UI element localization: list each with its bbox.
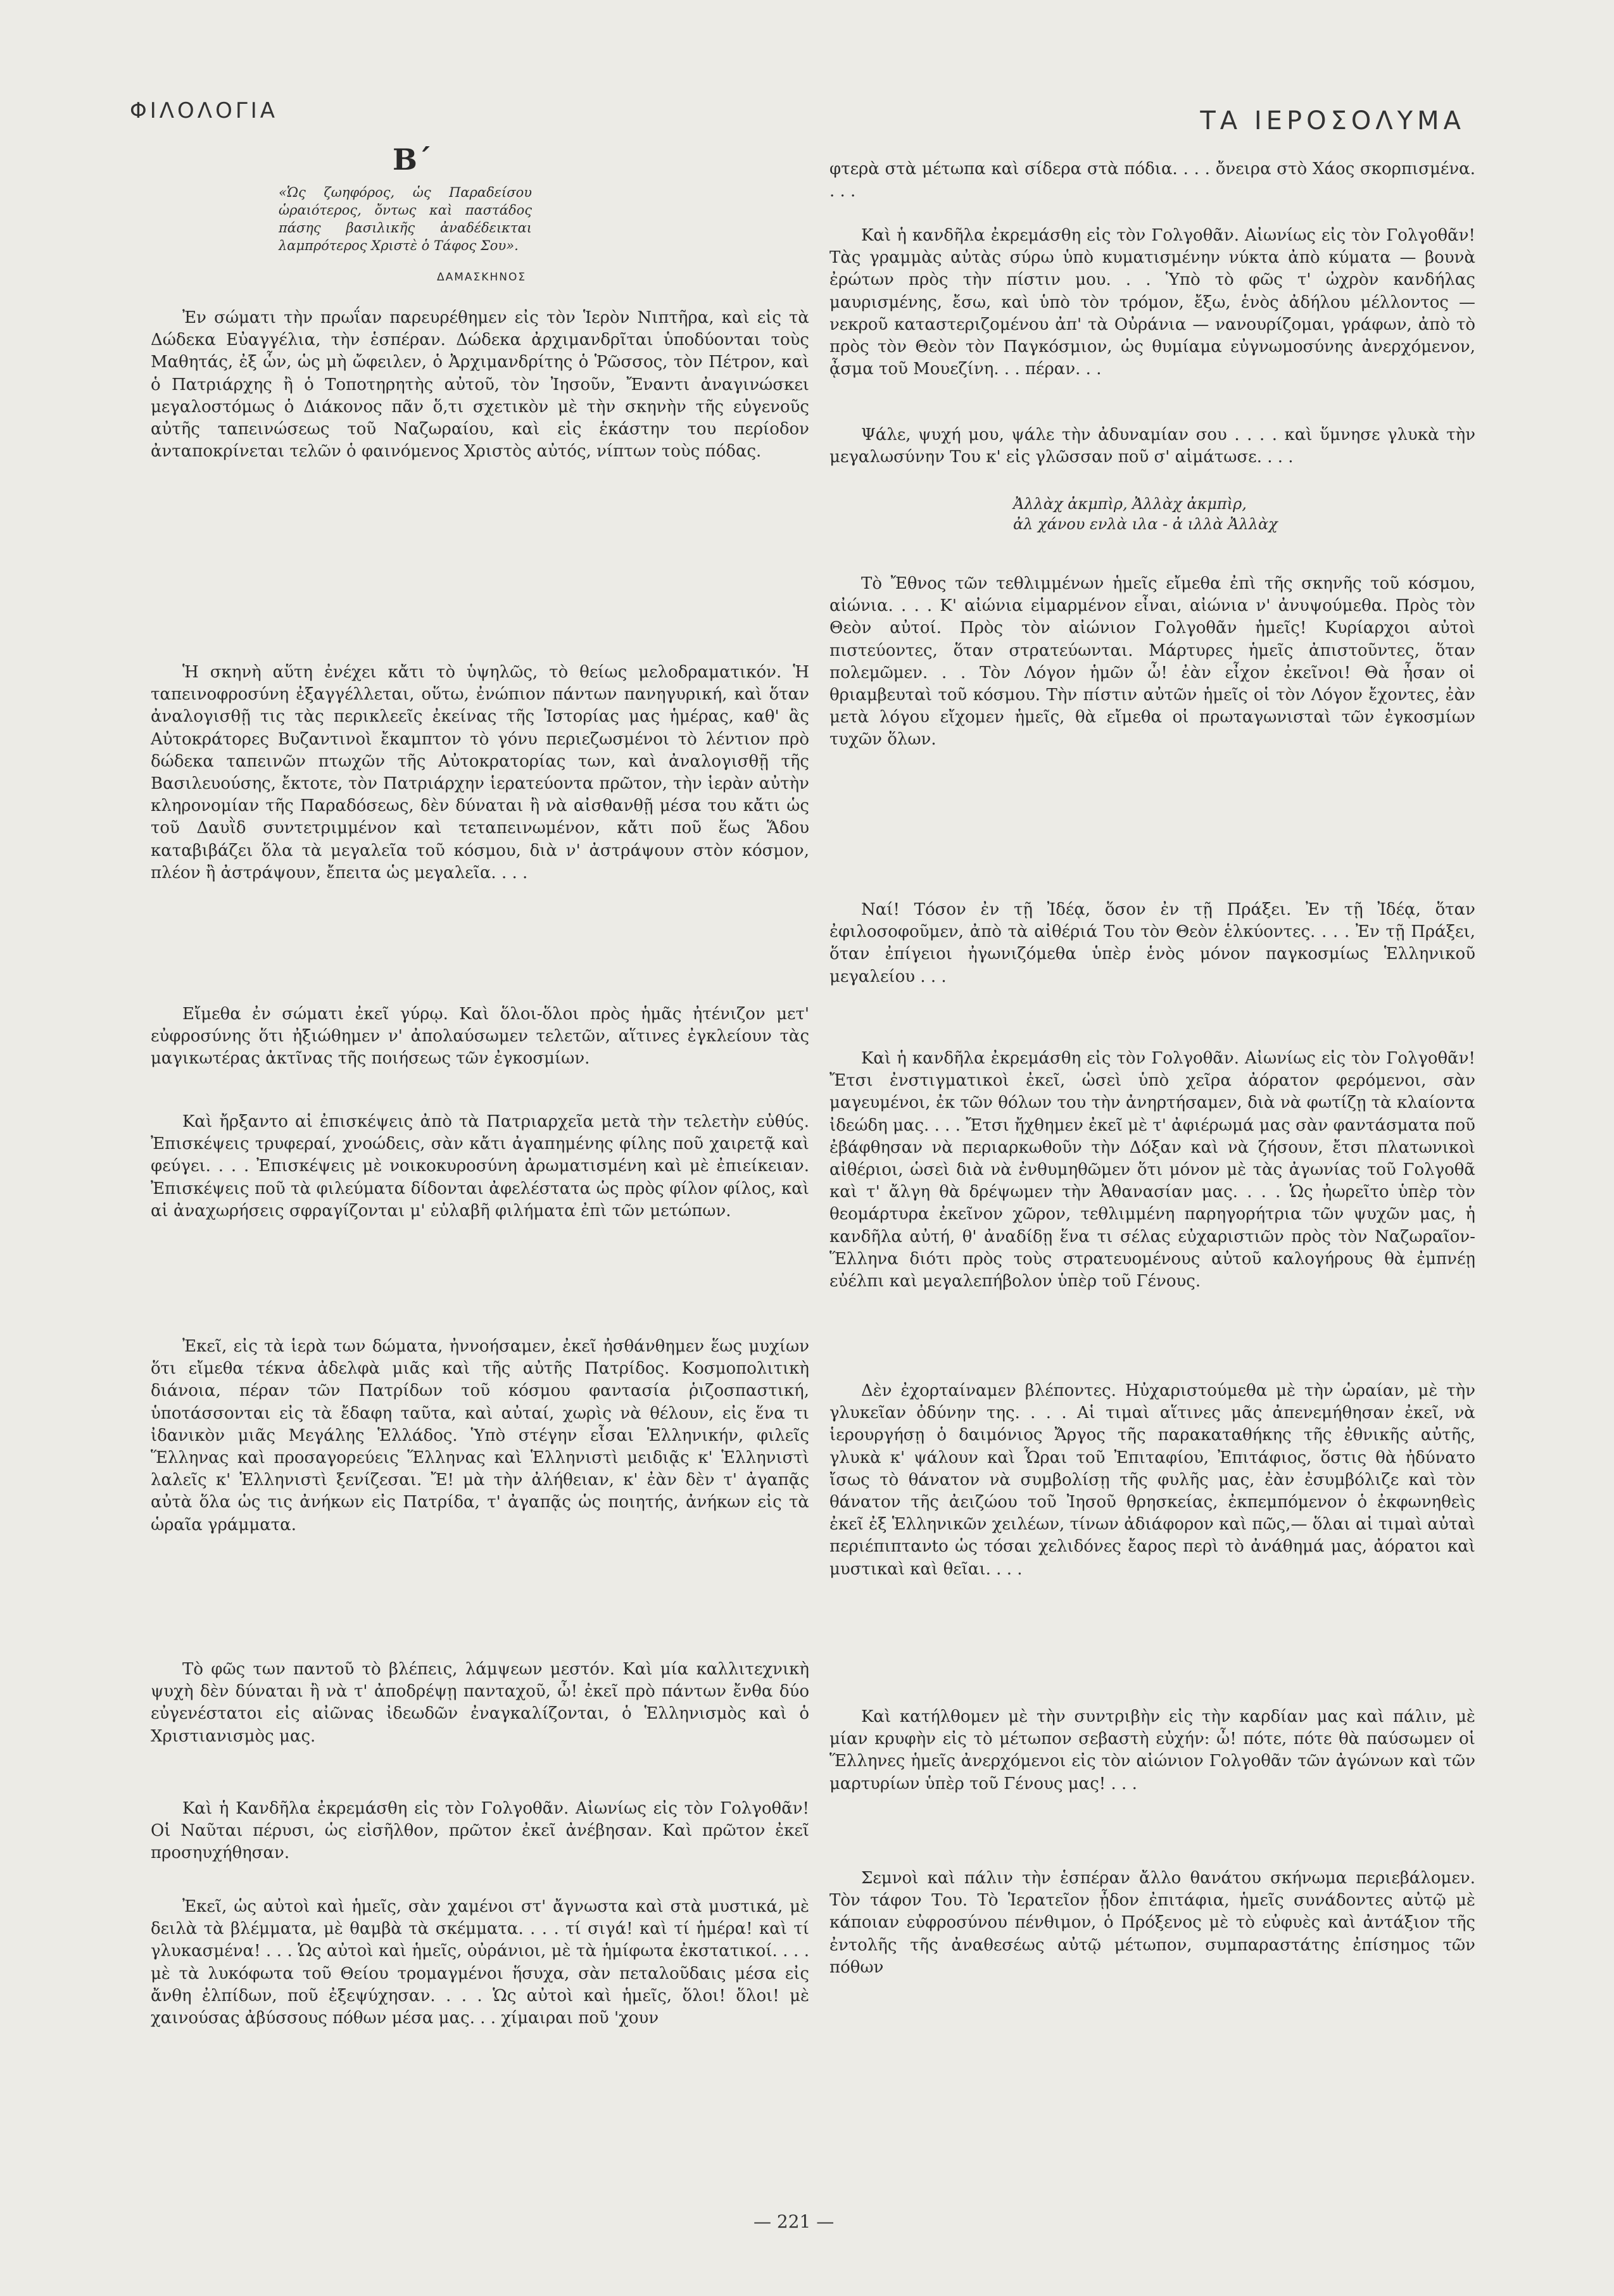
- right-paragraph-8: Καὶ κατήλθομεν μὲ τὴν συντριβὴν εἰς τὴν καρδίαν μας καὶ πάλιν, μὲ μίαν κρυφὴν εἰς τὸ μέτωπον σεβαστὴ εὐχήν: ὦ! πότε, πότε θὰ παύσωμεν οἱ Ἕλληνες ἡμεῖς ἀνερχόμενοι εἰς τὸν αἰώνιον Γολγοθᾶν τῶν ἀγώνων καὶ τῶν μαρτυρίων ὑπὲρ τοῦ Γένους μας! . . .: [829, 1707, 1475, 1793]
- epigraph-author: ΔΑΜΑΣΚΗΝΟΣ: [437, 271, 527, 284]
- right-paragraph-5: Ναί! Τόσον ἐν τῇ Ἰδέᾳ, ὅσον ἐν τῇ Πράξει. Ἐν τῇ Ἰδέᾳ, ὅταν ἐφιλοσοφοῦμεν, ἀπὸ τὰ αἰθέριά Του τὸν Θεὸν ἑλκύοντες. . . . Ἐν τῇ Πράξει, ὅταν ἐπίγειοι ἠγωνιζόμεθα ὑπὲρ ἑνὸς μόνον παγκοσμίως Ἑλληνικοῦ μεγαλείου . . .: [829, 900, 1475, 986]
- left-paragraph-1: Ἐν σώματι τὴν πρωΐαν παρευρέθημεν εἰς τὸν Ἱερὸν Νιπτῆρα, καὶ εἰς τὰ Δώδεκα Εὐαγγέλια, τὴν ἑσπέραν. Δώδεκα ἀρχιμανδρῖται ὑποδύονται τοὺς Μαθητάς, ἐξ ὧν, ὡς μὴ ὤφειλεν, ὁ Ἀρχιμανδρίτης ὁ Ῥῶσσος, τὸν Πέτρον, καὶ ὁ Πατριάρχης ἢ ὁ Τοποτηρητὴς αὐτοῦ, τὸν Ἰησοῦν, Ἔναντι ἀναγινώσκει μεγαλοστόμως ὁ Διάκονος πᾶν ὅ,τι σχετικὸν μὲ τὴν σκηνὴν τῆς εὐγενοῦς αὐτῆς ταπεινώσεως τοῦ Ναζωραίου, καὶ εἰς ἑκάστην του περίοδον ἀνταποκρίνεται τελῶν ὁ φαινόμενος Χριστὸς αὐτός, νίπτων τοὺς πόδας.: [151, 308, 809, 461]
- left-paragraph-2: Ἡ σκηνὴ αὕτη ἐνέχει κἄτι τὸ ὑψηλῶς, τὸ θείως μελοδραματικόν. Ἡ ταπεινοφροσύνη ἐξαγγέλλεται, οὕτω, ἐνώπιον πάντων πανηγυρική, καὶ ὅταν ἀναλογισθῇ τις τὰς περικλεεῖς ἐκείνας τῆς Ἱστορίας μας ἡμέρας, καθ' ἃς Αὐτοκράτορες Βυζαντινοὶ ἔκαμπτον τὸ γόνυ περιεζωσμένοι τὸ λέντιον πρὸ δώδεκα ταπεινῶν πτωχῶν τῆς Αὐτοκρατορίας των, καὶ ἀναλογισθῇ τῆς Βασιλευούσης, ἔκτοτε, τὸν Πατριάρχην ἱερατεύοντα πρῶτον, τὴν ἱερὰν αὐτὴν κληρονομίαν τῆς Παραδόσεως, δὲν δύναται ἢ νὰ αἰσθανθῇ μέσα του κἄτι ὡς τοῦ Δαυῒδ συντετριμμένον καὶ τεταπεινωμένον, κἄτι ποῦ ἕως Ἅδου καταβιβάζει ὅλα τὰ μεγαλεῖα τοῦ κόσμου, διὰ ν' ἀστράψουν στὸν κόσμον, πλέον ἢ ἀστράψουν, ἔπειτα ὡς μεγαλεῖα. . . .: [151, 663, 809, 882]
- left-paragraph-5: Ἐκεῖ, εἰς τὰ ἱερὰ των δώματα, ἠννοήσαμεν, ἐκεῖ ἠσθάνθημεν ἕως μυχίων ὅτι εἴμεθα τέκνα ἀδελφὰ μιᾶς καὶ τῆς αὐτῆς Πατρίδος. Κοσμοπολιτικὴ διάνοια, πέραν τῶν Πατρίδων τοῦ κόσμου φαντασία ῥιζοσπαστική, ὑποτάσσονται εἰς τὰ ἔδαφη ταῦτα, καὶ αὐταί, χωρὶς νὰ θέλουν, εἰς ἕνα τι ἰδανικὸν μιᾶς Μεγάλης Ἑλλάδος. Ὑπὸ στέγην εἶσαι Ἑλληνικήν, φιλεῖς Ἕλληνας καὶ προσαγορεύεις Ἕλληνας καὶ Ἑλληνιστὶ μειδιᾷς κ' Ἑλληνιστὶ λαλεῖς κ' Ἑλληνιστὶ ξενίζεσαι. Ἔ! μὰ τὴν ἀλήθειαν, κ' ἐὰν δὲν τ' ἀγαπᾷς αὐτὰ ὅλα ὡς τις ἀνήκων εἰς Πατρίδα, τ' ἀγαπᾷς ὡς ποιητής, ἀνήκων εἰς τὰ ὡραῖα γράμματα.: [151, 1337, 809, 1534]
- running-header-right: ΤΑ ΙΕΡΟΣΟΛΥΜΑ: [1200, 106, 1465, 135]
- left-paragraph-6: Τὸ φῶς των παντοῦ τὸ βλέπεις, λάμψεων μεστόν. Καὶ μία καλλιτεχνικὴ ψυχὴ δὲν δύναται ἢ νὰ τ' ἀποδρέψῃ πανταχοῦ, ὦ! ἐκεῖ πρὸ πάντων ἔνθα δύο εὐγενέστατοι εἰς αἰῶνας ἰδεωδῶν ἐναγκαλίζονται, ὁ Ἑλληνισμὸς καὶ ὁ Χριστιανισμὸς μας.: [151, 1660, 809, 1746]
- page-number: — 221 —: [753, 2211, 835, 2232]
- verse-line-1: Ἀλλὰχ ἀκμπὶρ, Ἀλλὰχ ἀκμπὶρ,: [1013, 495, 1247, 513]
- right-paragraph-4: Τὸ Ἔθνος τῶν τεθλιμμένων ἡμεῖς εἴμεθα ἐπὶ τῆς σκηνῆς τοῦ κόσμου, αἰώνια. . . . Κ' αἰώνια εἱμαρμένον εἶναι, αἰώνια ν' ἀνυψούμεθα. Πρὸς τὸν Θεὸν αὐτοί. Πρὸς τὸν αἰώνιον Γολγοθᾶν ἡμεῖς! Κυρίαρχοι αὐτοὶ πιστεύοντες, ὅταν στρατεύωνται. Μάρτυρες ἡμεῖς ἀπιστοῦντες, ὅταν πολεμῶμεν. . . Τὸν Λόγον ἡμῶν ὦ! ἐὰν εἶχον ἐκεῖνοι! Θὰ ἦσαν οἱ θριαμβευταὶ τοῦ κόσμου. Τὴν πίστιν αὐτῶν ἡμεῖς οἱ τὸν Λόγον ἔχοντες, ἐὰν μετὰ λόγου εἴχομεν ἡμεῖς, θὰ εἴμεθα οἱ πρωταγωνισταὶ τῶν ἐγκοσμίων τυχῶν ὅλων.: [829, 574, 1475, 750]
- right-paragraph-9: Σεμνοὶ καὶ πάλιν τὴν ἑσπέραν ἄλλο θανάτου σκήνωμα περιεβάλομεν. Τὸν τάφον Του. Τὸ Ἱερατεῖον ᾖδον ἐπιτάφια, ἡμεῖς συνάδοντες αὐτῷ μὲ κάποιαν εὐφροσύνου πένθιμον, ὁ Πρόξενος μὲ τὸ εὐφυὲς καὶ ἀντάξιον τῆς ἐντολῆς τῆς ἀναθεσέως αὐτῷ μέτωπον, συμπαραστάτης ἐπίσημος τῶν πόθων: [829, 1869, 1475, 1977]
- right-paragraph-7: Δὲν ἐχορταίναμεν βλέποντες. Ηὐχαριστούμεθα μὲ τὴν ὡραίαν, μὲ τὴν γλυκεῖαν ὀδύνην της. . . . Αἱ τιμαὶ αἵτινες μᾶς ἀπενεμήθησαν ἐκεῖ, νὰ ἱερουργήσῃ ὁ δαιμόνιος Ἄργος τῆς παρακαταθήκης τῆς ἐθνικῆς αὐτῆς, γλυκὰ κ' ψάλουν καὶ Ὧραι τοῦ Ἐπιταφίου, Ἐπιτάφιος, ὅστις θὰ ἠδύνατο ἴσως τὸ θάνατον νὰ συμβολίσῃ τῆς φυλῆς μας, ἐὰν ἐσυμβόλιζε καὶ τὸν θάνατον τῆς ἀειζώου τοῦ Ἰησοῦ θρησκείας, ἐκπεμπόμενον ὁ ἐκφωνηθεὶς ἐκεῖ ἐξ Ἑλληνικῶν χειλέων, τίνων ἀδιάφορον καὶ πῶς,— ὅλαι αἱ τιμαὶ αὐταὶ περιέπιπτανto ὡς τόσαι χελιδόνες ἔαρος περὶ τὸ ἀνάθημά μας, ἀόρατοι καὶ μυστικαὶ καὶ θεῖαι. . . .: [829, 1381, 1475, 1579]
- section-letter: Β΄: [393, 142, 432, 177]
- left-paragraph-7: Καὶ ἡ Κανδῆλα ἐκρεμάσθη εἰς τὸν Γολγοθᾶν. Αἰωνίως εἰς τὸν Γολγοθᾶν! Οἱ Ναῦται πέρυσι, ὡς εἰσῆλθον, πρῶτον ἐκεῖ ἀνέβησαν. Καὶ πρῶτον ἐκεῖ προσηυχήθησαν.: [151, 1799, 809, 1863]
- right-paragraph-1: φτερὰ στὰ μέτωπα καὶ σίδερα στὰ πόδια. . . . ὄνειρα στὸ Χάος σκορπισμένα. . . .: [829, 160, 1475, 201]
- right-paragraph-6: Καὶ ἡ κανδῆλα ἐκρεμάσθη εἰς τὸν Γολγοθᾶν. Αἰωνίως εἰς τὸν Γολγοθᾶν! Ἔτσι ἐνστιγματικοὶ ἐκεῖ, ὡσεὶ ὑπὸ χεῖρα ἀόρατον φερόμενοι, σὰν μαγευμένοι, ἐκ τῶν θόλων του τὴν ἀνηρτήσαμεν, διὰ νὰ φωτίζῃ τὰ κλαίοντα ἰδεώδη μας. . . . Ἔτσι ἤχθημεν ἐκεῖ μὲ τ' ἀφιέρωμά μας σὰν φαντάσματα ποῦ ἐβάφθησαν νὰ περιαρκωθοῦν τὴν Δόξαν καὶ νὰ ζήσουν, ἔτσι πλατωνικοὶ αἰθέριοι, ὡσεὶ διὰ νὰ ἐνθυμηθῶμεν ὅτι μόνον μὲ τὰς ἀγωνίας τοῦ Γολγοθᾶ καὶ τ' ἄλγη θὰ δρέψωμεν τὴν Ἀθανασίαν μας. . . . Ὡς ἠωρεῖτο ὑπὲρ τὸν θεομάρτυρα ἐκεῖνον χῶρον, τεθλιμμένη παρηγορήτρια τῶν ψυχῶν μας, ἡ κανδῆλα αὐτή, θ' ἀναδίδῃ ἕνα τι σέλας εὐχαριστιῶν πρὸς τὸν Ναζωραῖον-Ἕλληνα διότι πρὸς τοὺς στρατευομένους αὐτοῦ καλογήρους θὰ ἐμπνέῃ εὐέλπι καὶ μεγαλεπήβολον ὑπὲρ τοῦ Γένους.: [829, 1049, 1475, 1291]
- left-paragraph-4: Καὶ ἤρξαντο αἱ ἐπισκέψεις ἀπὸ τὰ Πατριαρχεῖα μετὰ τὴν τελετὴν εὐθύς. Ἐπισκέψεις τρυφεραί, χνοώδεις, σὰν κἄτι ἀγαπημένης φίλης ποῦ χαιρετᾷ καὶ φεύγει. . . . Ἐπισκέψεις μὲ νοικοκυροσύνη ἀρωματισμένη καὶ μὲ ἐπιείκειαν. Ἐπισκέψεις ποῦ τὰ φιλεύματα δίδονται ἀφελέστατα ὡς πρὸς φίλον φίλος, καὶ αἱ ἀναχωρήσεις σφραγίζονται μ' εὐλαβῆ φιλήματα ἐπὶ τῶν μετώπων.: [151, 1112, 809, 1220]
- right-paragraph-2: Καὶ ἡ κανδῆλα ἐκρεμάσθη εἰς τὸν Γολγοθᾶν. Αἰωνίως εἰς τὸν Γολγοθᾶν! Τὰς γραμμὰς αὐτὰς σύρω ὑπὸ κυματισμένην νύκτα ἀπὸ κύματα — βουνὰ ἐρώτων πρὸς τὴν πίστιν μου. . . Ὑπὸ τὸ φῶς τ' ὠχρὸν κανδήλας μαυρισμένης, ἔσω, καὶ ὑπὸ τὸν τρόμον, ἔξω, ἑνὸς ἀδήλου μέλλοντος — νεκροῦ καταστεριζομένου ἀπ' τὰ Οὐράνια — νανουρίζομαι, γράφων, ἀπὸ τὸ πρὸς τὸν Θεὸν τὸν Παγκόσμιον, ὡς θυμίαμα εὐγνωμοσύνης ἀνερχόμενον, ᾆσμα τοῦ Μουεζίνη. . . πέραν. . .: [829, 226, 1475, 379]
- left-paragraph-8: Ἐκεῖ, ὡς αὐτοὶ καὶ ἡμεῖς, σὰν χαμένοι στ' ἄγνωστα καὶ στὰ μυστικά, μὲ δειλὰ τὰ βλέμματα, μὲ θαμβὰ τὰ σκέμματα. . . . τί σιγά! καὶ τί ἡμέρα! καὶ τί γλυκασμένα! . . . Ὡς αὐτοὶ καὶ ἡμεῖς, οὐράνιοι, μὲ τὰ ἡμίφωτα ἐκστατικοί. . . . μὲ τὰ λυκόφωτα τοῦ Θείου τρομαγμένοι ἥσυχα, σὰν πεταλοῦδαις μέσα εἰς ἄνθη ἐλπίδων, ποῦ ἐξεψύχησαν. . . . Ὡς αὐτοὶ καὶ ἡμεῖς, ὅλοι! ὅλοι! μὲ χαινούσας ἀβύσσους πόθων μέσα μας. . . χίμαιραι ποῦ 'χουν: [151, 1897, 809, 2028]
- epigraph: «Ὡς ζωηφόρος, ὡς Παραδείσου ὡραιότερος, ὄντως καὶ παστάδος πάσης βασιλικῆς ἀναδέδεικται λαμπρότερος Χριστὲ ὁ Τάφος Σου».: [279, 185, 532, 253]
- running-header-left: ΦΙΛΟΛΟΓΙΑ: [130, 98, 279, 123]
- left-paragraph-3: Εἴμεθα ἐν σώματι ἐκεῖ γύρῳ. Καὶ ὅλοι-ὅλοι πρὸς ἡμᾶς ἠτένιζον μετ' εὐφροσύνης ὅτι ἠξιώθημεν ν' ἀπολαύσωμεν τελετῶν, αἵτινες ἐγκλείουν τὰς μαγικωτέρας ἀκτῖνας τῆς ποιήσεως τῶν ἐγκοσμίων.: [151, 1005, 809, 1069]
- right-paragraph-3: Ψάλε, ψυχή μου, ψάλε τὴν ἀδυναμίαν σου . . . . καὶ ὕμνησε γλυκὰ τὴν μεγαλωσύνην Του κ' εἰς γλῶσσαν ποῦ σ' αἱμάτωσε. . . .: [829, 425, 1475, 467]
- verse-line-2: ἀλ χάνου ενλὰ ιλα - ἀ ιλλὰ Ἀλλὰχ: [1013, 515, 1278, 533]
